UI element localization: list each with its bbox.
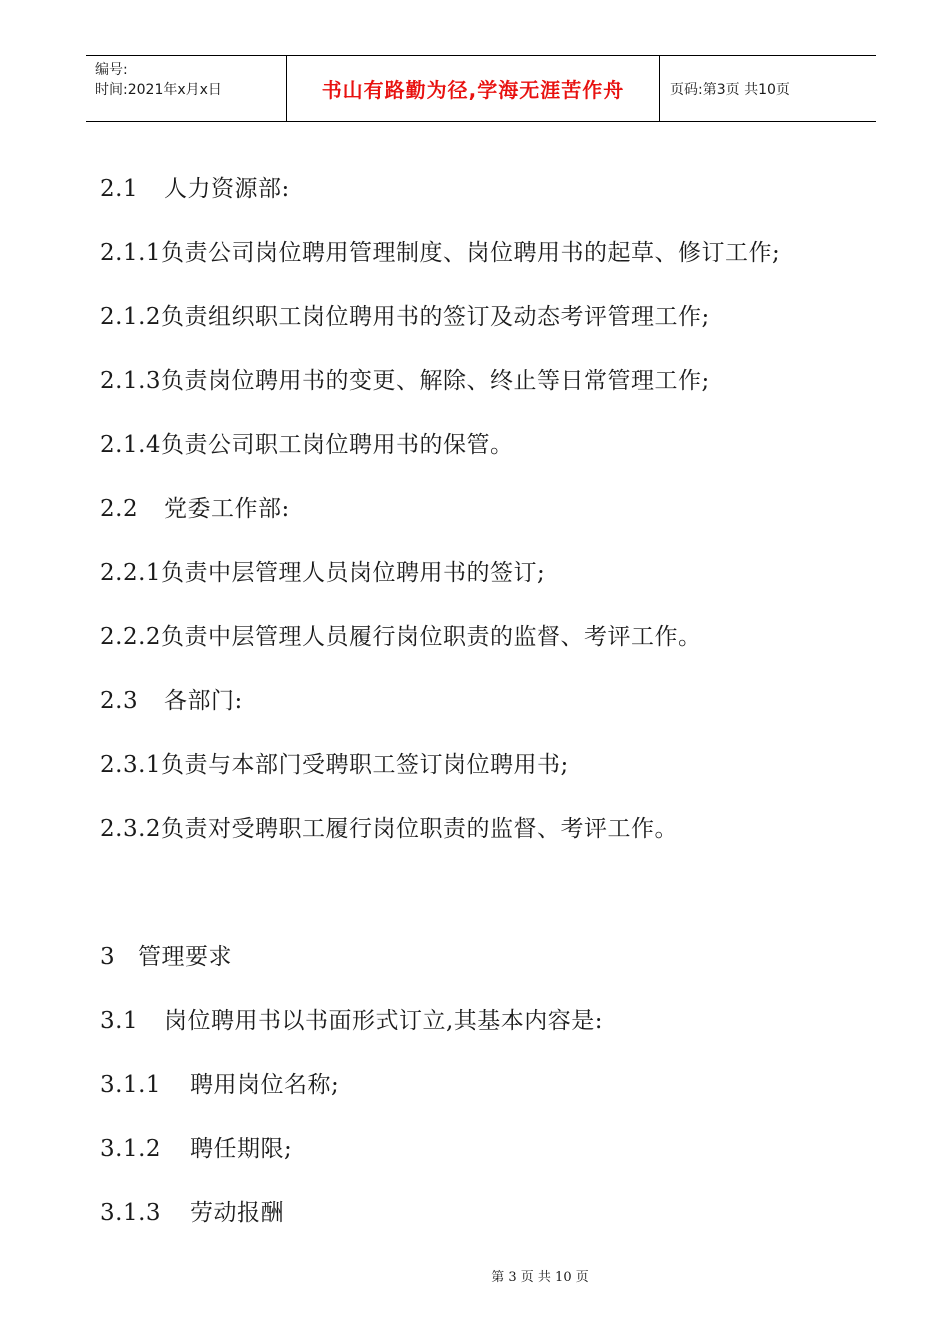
section-number: 2.1 — [100, 176, 139, 202]
item-text: 负责与本部门受聘职工签订岗位聘用书; — [161, 752, 569, 778]
item-text: 劳动报酬 — [190, 1200, 284, 1226]
section-number: 2.2 — [100, 496, 139, 522]
item-number: 3.1.1 — [100, 1072, 162, 1098]
item-text: 聘任期限; — [190, 1136, 293, 1162]
item-text: 负责组织职工岗位聘用书的签订及动态考评管理工作; — [161, 304, 710, 330]
item-number: 3.1.3 — [100, 1200, 162, 1226]
item-text: 负责中层管理人员岗位聘用书的签订; — [161, 560, 546, 586]
item-number: 2.3.1 — [100, 752, 162, 778]
time-label: 时间:2021年x月x日 — [95, 82, 222, 98]
header-page-label: 页码:第3页 共10页 — [670, 81, 790, 98]
header-meta — [86, 56, 287, 121]
section-number: 3.1 — [100, 1008, 139, 1034]
item-number: 2.2.1 — [100, 560, 162, 586]
list-item — [100, 426, 514, 459]
item-text: 负责公司岗位聘用管理制度、岗位聘用书的起草、修订工作; — [161, 240, 781, 266]
item-text: 负责公司职工岗位聘用书的保管。 — [161, 432, 514, 458]
section-text: 岗位聘用书以书面形式订立,其基本内容是: — [164, 1008, 604, 1034]
list-item — [100, 234, 780, 267]
list-item — [100, 618, 702, 651]
item-number: 2.2.2 — [100, 624, 162, 650]
item-text: 负责对受聘职工履行岗位职责的监督、考评工作。 — [161, 816, 679, 842]
item-number: 3.1.2 — [100, 1136, 162, 1162]
code-label: 编号: — [95, 62, 128, 78]
section-heading — [100, 1002, 603, 1035]
item-text: 聘用岗位名称; — [190, 1072, 340, 1098]
chapter-text: 管理要求 — [138, 944, 232, 970]
section-text: 人力资源部: — [164, 176, 290, 202]
item-text: 负责岗位聘用书的变更、解除、终止等日常管理工作; — [161, 368, 710, 394]
section-text: 各部门: — [164, 688, 243, 714]
item-number: 2.3.2 — [100, 816, 162, 842]
item-number: 2.1.4 — [100, 432, 162, 458]
item-number: 2.1.2 — [100, 304, 162, 330]
chapter-number: 3 — [100, 944, 116, 970]
list-item — [100, 362, 710, 395]
page-footer: 第 3 页 共 10 页 — [491, 1270, 589, 1285]
chapter-heading — [100, 938, 232, 971]
item-number: 2.1.3 — [100, 368, 162, 394]
section-heading — [100, 682, 243, 715]
list-item — [100, 1194, 284, 1227]
list-item — [100, 1130, 292, 1163]
list-item — [100, 554, 545, 587]
document-header — [86, 55, 876, 122]
section-text: 党委工作部: — [164, 496, 290, 522]
item-text: 负责中层管理人员履行岗位职责的监督、考评工作。 — [161, 624, 702, 650]
item-number: 2.1.1 — [100, 240, 162, 266]
list-item — [100, 746, 569, 779]
header-motto: 书山有路勤为径,学海无涯苦作舟 — [287, 56, 660, 121]
section-number: 2.3 — [100, 688, 139, 714]
list-item — [100, 810, 678, 843]
list-item — [100, 1066, 339, 1099]
list-item — [100, 298, 710, 331]
section-heading — [100, 170, 290, 203]
section-heading — [100, 490, 290, 523]
